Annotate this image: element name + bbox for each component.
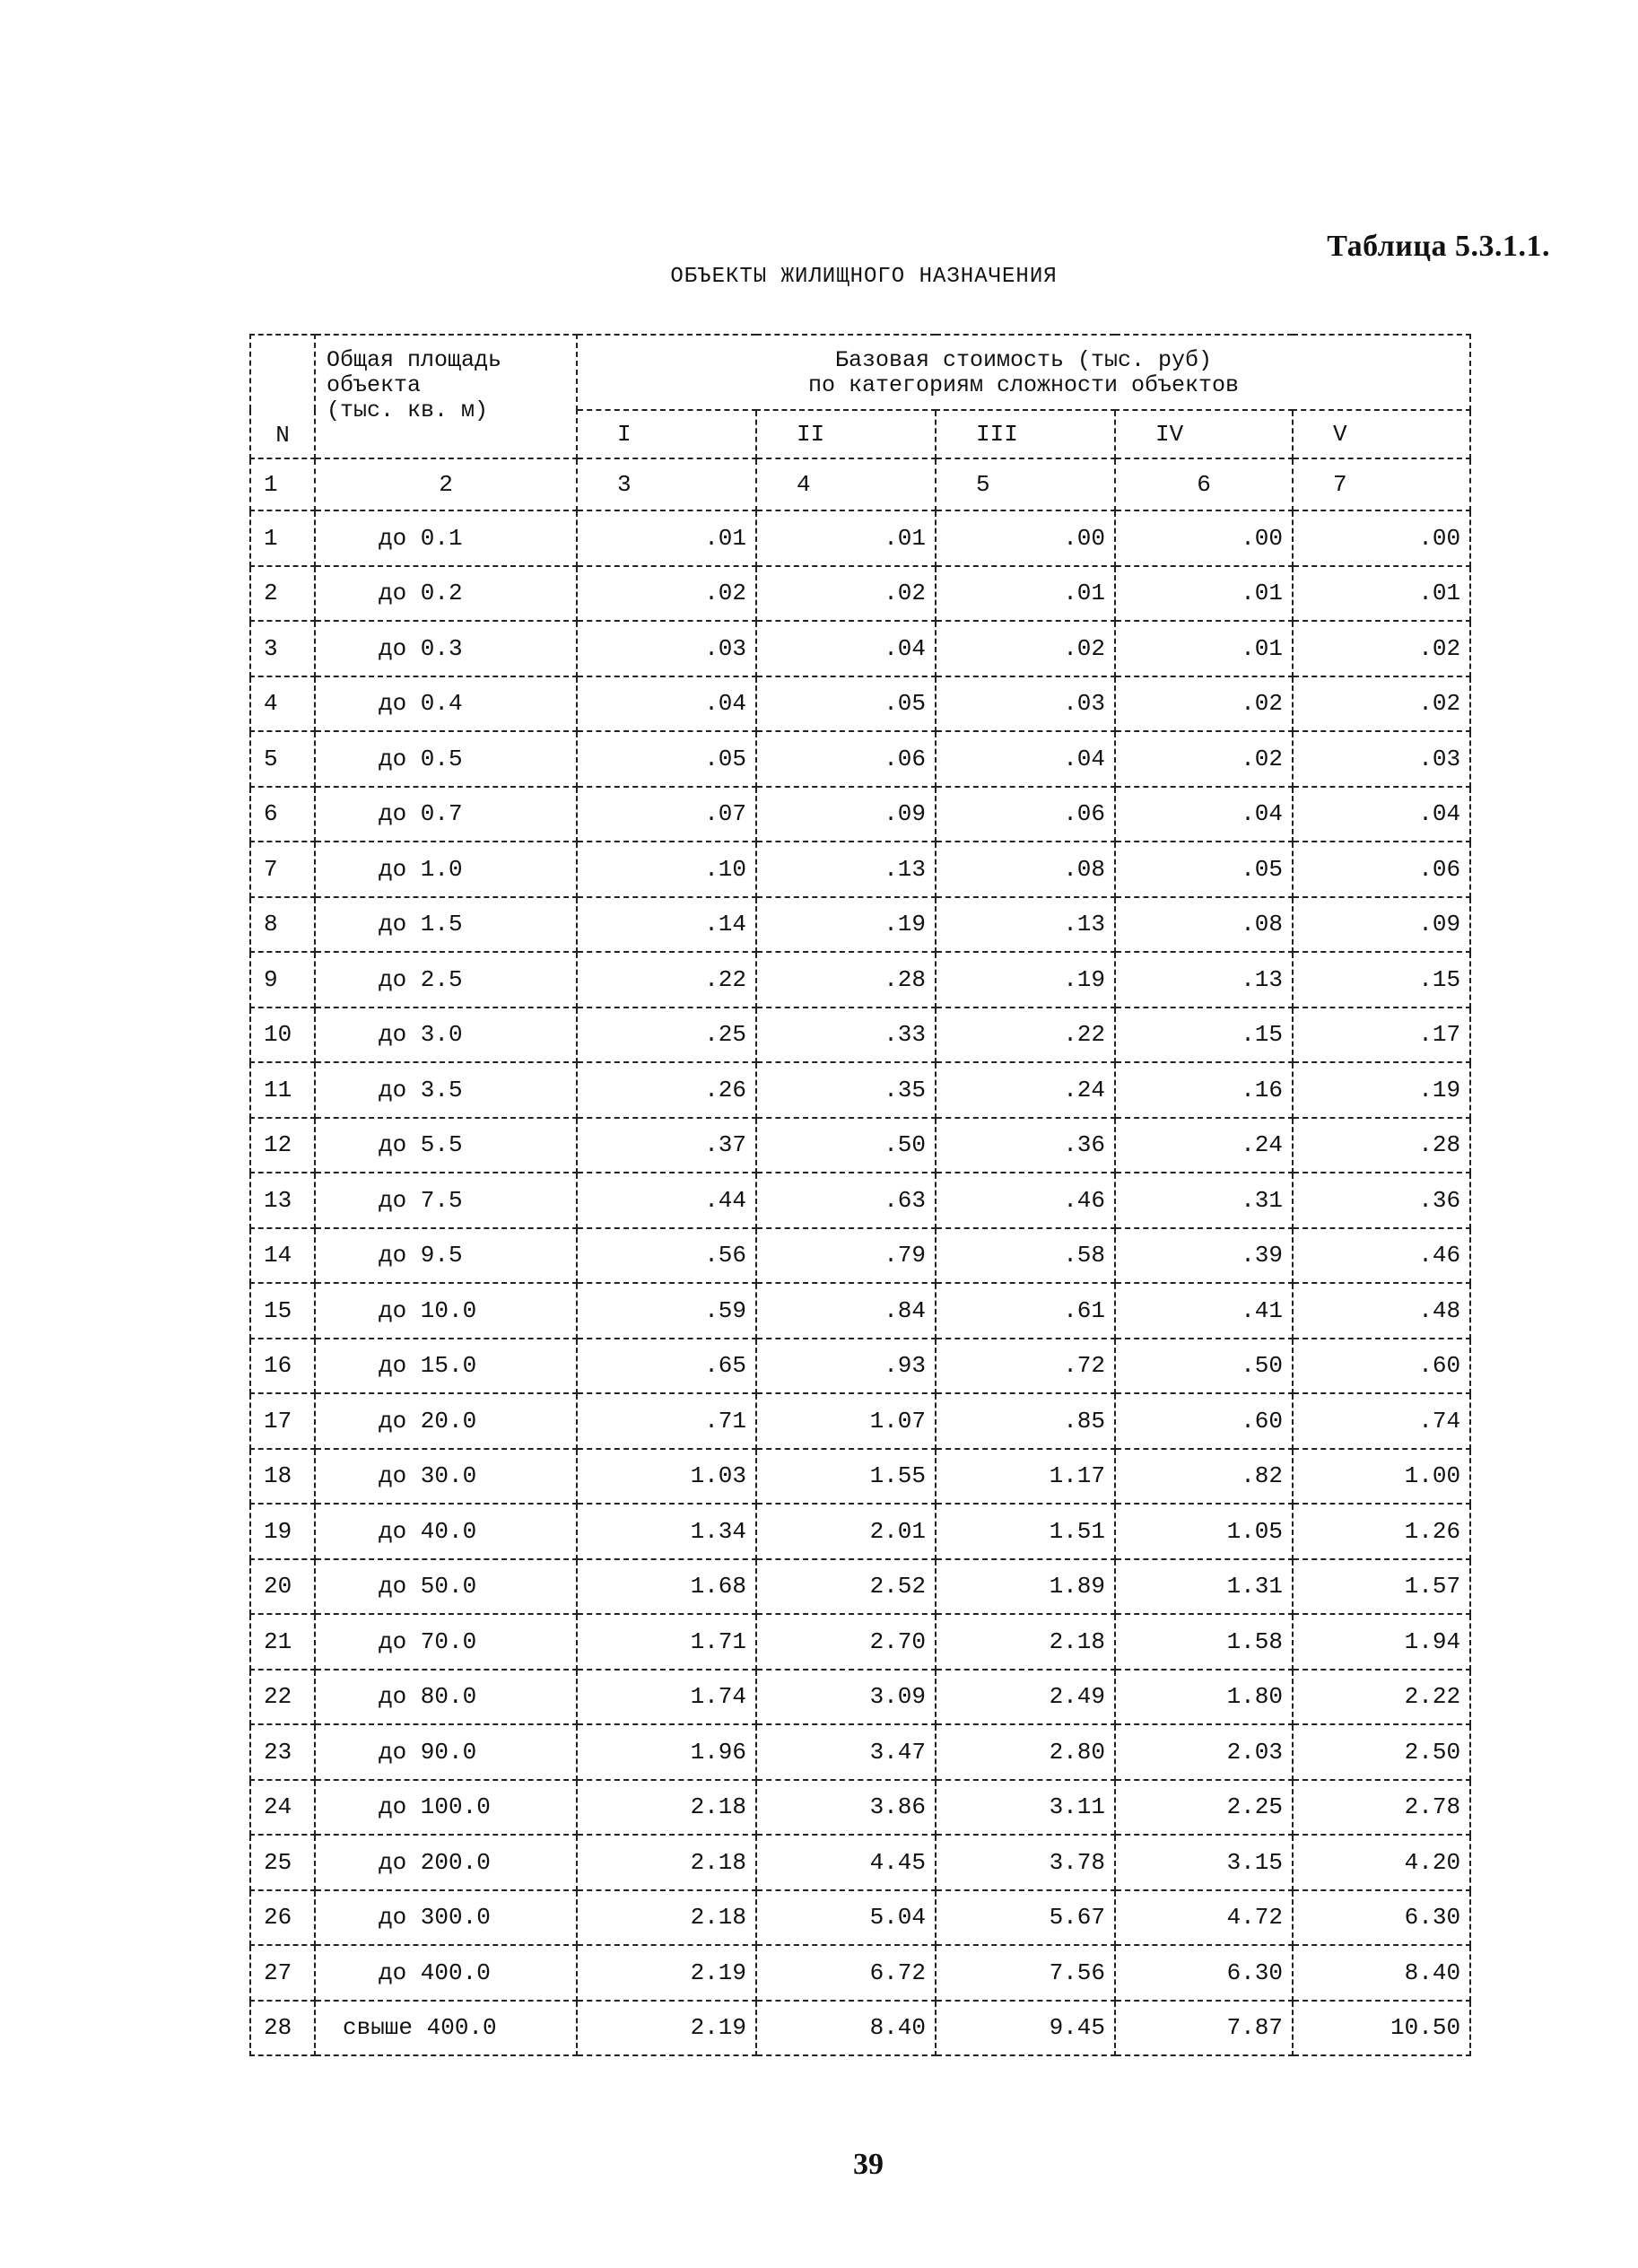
table-row — [250, 1008, 1470, 1063]
row-value: .02 — [1293, 621, 1470, 676]
row-number: 5 — [250, 731, 315, 787]
row-number: 3 — [250, 621, 315, 676]
row-value: .00 — [936, 510, 1115, 566]
row-value: .14 — [577, 897, 756, 953]
header-category: IV — [1115, 410, 1293, 458]
row-value: 6.72 — [756, 1945, 936, 2001]
row-value: .08 — [936, 842, 1115, 897]
row-number: 13 — [250, 1173, 315, 1228]
row-value: 2.70 — [756, 1614, 936, 1670]
table-row — [250, 1780, 1470, 1836]
row-number: 20 — [250, 1559, 315, 1615]
row-value: .09 — [756, 787, 936, 842]
row-value: 1.96 — [577, 1724, 756, 1780]
row-value: 2.18 — [577, 1835, 756, 1890]
row-number: 8 — [250, 897, 315, 953]
column-number: 7 — [1293, 458, 1470, 510]
base-cost-table — [249, 334, 1471, 2056]
row-value: .04 — [756, 621, 936, 676]
row-value: 1.05 — [1115, 1504, 1293, 1559]
row-area: до 400.0 — [315, 1945, 577, 2001]
table-row — [250, 1614, 1470, 1670]
table-row — [250, 1118, 1470, 1173]
table-container — [249, 334, 1469, 2056]
row-value: .03 — [1293, 731, 1470, 787]
row-value: .01 — [1115, 621, 1293, 676]
row-value: .16 — [1115, 1062, 1293, 1118]
row-area: до 0.3 — [315, 621, 577, 676]
row-value: .17 — [1293, 1008, 1470, 1063]
row-value: .36 — [936, 1118, 1115, 1173]
table-row — [250, 1449, 1470, 1505]
row-value: 1.51 — [936, 1504, 1115, 1559]
row-value: .35 — [756, 1062, 936, 1118]
column-number: 2 — [315, 458, 577, 510]
row-value: 2.50 — [1293, 1724, 1470, 1780]
row-value: 5.04 — [756, 1890, 936, 1946]
row-number: 19 — [250, 1504, 315, 1559]
table-row — [250, 1945, 1470, 2001]
row-value: 3.15 — [1115, 1835, 1293, 1890]
table-row — [250, 1670, 1470, 1725]
row-value: .41 — [1115, 1283, 1293, 1339]
row-value: .71 — [577, 1393, 756, 1449]
row-value: 1.55 — [756, 1449, 936, 1505]
row-value: .02 — [1115, 676, 1293, 732]
row-value: 8.40 — [1293, 1945, 1470, 2001]
row-value: 3.86 — [756, 1780, 936, 1836]
table-row — [250, 1559, 1470, 1615]
row-value: .07 — [577, 787, 756, 842]
header-category: II — [756, 410, 936, 458]
column-number: 6 — [1115, 458, 1293, 510]
row-value: .01 — [577, 510, 756, 566]
row-value: .06 — [756, 731, 936, 787]
row-value: 3.11 — [936, 1780, 1115, 1836]
row-area: до 15.0 — [315, 1339, 577, 1394]
row-area: до 0.2 — [315, 566, 577, 622]
row-number: 23 — [250, 1724, 315, 1780]
table-row — [250, 566, 1470, 622]
row-value: 1.89 — [936, 1559, 1115, 1615]
table-row — [250, 842, 1470, 897]
row-value: 3.47 — [756, 1724, 936, 1780]
row-value: .05 — [577, 731, 756, 787]
row-value: 1.68 — [577, 1559, 756, 1615]
row-number: 12 — [250, 1118, 315, 1173]
row-value: .01 — [756, 510, 936, 566]
column-number: 3 — [577, 458, 756, 510]
row-value: .82 — [1115, 1449, 1293, 1505]
row-value: .04 — [1115, 787, 1293, 842]
row-value: .02 — [577, 566, 756, 622]
column-number: 5 — [936, 458, 1115, 510]
row-value: .28 — [1293, 1118, 1470, 1173]
row-value: 1.07 — [756, 1393, 936, 1449]
page-heading — [0, 265, 1638, 289]
header-area — [315, 335, 577, 458]
row-value: .79 — [756, 1228, 936, 1284]
row-value: .19 — [936, 952, 1115, 1008]
row-area: до 3.5 — [315, 1062, 577, 1118]
row-area: до 40.0 — [315, 1504, 577, 1559]
row-value: .19 — [1293, 1062, 1470, 1118]
row-area: до 0.1 — [315, 510, 577, 566]
row-value: .03 — [936, 676, 1115, 732]
header-area-line2: объекта — [327, 372, 422, 398]
row-value: 1.94 — [1293, 1614, 1470, 1670]
row-value: .60 — [1293, 1339, 1470, 1394]
table-body — [250, 510, 1470, 2055]
column-number: 1 — [250, 458, 315, 510]
row-area: до 90.0 — [315, 1724, 577, 1780]
row-value: .05 — [1115, 842, 1293, 897]
row-value: 2.78 — [1293, 1780, 1470, 1836]
row-value: .58 — [936, 1228, 1115, 1284]
row-value: 5.67 — [936, 1890, 1115, 1946]
row-area: до 0.4 — [315, 676, 577, 732]
table-row — [250, 1835, 1470, 1890]
row-number: 15 — [250, 1283, 315, 1339]
row-value: .24 — [1115, 1118, 1293, 1173]
row-area: до 0.5 — [315, 731, 577, 787]
row-value: 2.49 — [936, 1670, 1115, 1725]
row-number: 21 — [250, 1614, 315, 1670]
row-value: 4.72 — [1115, 1890, 1293, 1946]
row-number: 4 — [250, 676, 315, 732]
row-area: до 9.5 — [315, 1228, 577, 1284]
row-number: 10 — [250, 1008, 315, 1063]
row-number: 11 — [250, 1062, 315, 1118]
row-value: 1.71 — [577, 1614, 756, 1670]
row-value: .39 — [1115, 1228, 1293, 1284]
table-row — [250, 1283, 1470, 1339]
row-number: 14 — [250, 1228, 315, 1284]
row-value: .46 — [1293, 1228, 1470, 1284]
page-number-text: 39 — [853, 2148, 884, 2181]
row-value: 6.30 — [1115, 1945, 1293, 2001]
row-value: .44 — [577, 1173, 756, 1228]
row-area: до 1.5 — [315, 897, 577, 953]
row-value: 3.09 — [756, 1670, 936, 1725]
row-value: 2.03 — [1115, 1724, 1293, 1780]
row-value: .01 — [1293, 566, 1470, 622]
row-value: 6.30 — [1293, 1890, 1470, 1946]
row-value: .04 — [1293, 787, 1470, 842]
row-value: .84 — [756, 1283, 936, 1339]
table-row — [250, 1339, 1470, 1394]
row-area: до 30.0 — [315, 1449, 577, 1505]
row-number: 16 — [250, 1339, 315, 1394]
row-number: 2 — [250, 566, 315, 622]
row-value: .60 — [1115, 1393, 1293, 1449]
row-value: .13 — [756, 842, 936, 897]
table-row — [250, 621, 1470, 676]
row-number: 24 — [250, 1780, 315, 1836]
row-value: .01 — [1115, 566, 1293, 622]
header-row-top — [250, 335, 1470, 410]
row-area: до 10.0 — [315, 1283, 577, 1339]
table-number: Таблица 5.3.1.1. — [1327, 230, 1550, 263]
row-value: .36 — [1293, 1173, 1470, 1228]
table-row — [250, 676, 1470, 732]
table-row — [250, 2001, 1470, 2056]
row-value: .37 — [577, 1118, 756, 1173]
row-value: .26 — [577, 1062, 756, 1118]
row-area: свыше 400.0 — [315, 2001, 577, 2056]
row-value: .09 — [1293, 897, 1470, 953]
table-row — [250, 952, 1470, 1008]
row-number: 9 — [250, 952, 315, 1008]
table-row — [250, 1062, 1470, 1118]
row-area: до 2.5 — [315, 952, 577, 1008]
row-number: 17 — [250, 1393, 315, 1449]
row-value: .31 — [1115, 1173, 1293, 1228]
header-category: V — [1293, 410, 1470, 458]
row-value: 9.45 — [936, 2001, 1115, 2056]
row-area: до 20.0 — [315, 1393, 577, 1449]
row-value: .56 — [577, 1228, 756, 1284]
header-category: III — [936, 410, 1115, 458]
row-value: 2.22 — [1293, 1670, 1470, 1725]
row-area: до 300.0 — [315, 1890, 577, 1946]
row-area: до 50.0 — [315, 1559, 577, 1615]
row-value: .04 — [577, 676, 756, 732]
row-value: .15 — [1115, 1008, 1293, 1063]
row-value: 1.74 — [577, 1670, 756, 1725]
table-row — [250, 1393, 1470, 1449]
row-value: .22 — [936, 1008, 1115, 1063]
row-value: .19 — [756, 897, 936, 953]
row-value: 1.34 — [577, 1504, 756, 1559]
table-row — [250, 731, 1470, 787]
row-value: 1.80 — [1115, 1670, 1293, 1725]
row-number: 25 — [250, 1835, 315, 1890]
row-number: 1 — [250, 510, 315, 566]
row-value: 8.40 — [756, 2001, 936, 2056]
row-value: .05 — [756, 676, 936, 732]
row-value: 4.45 — [756, 1835, 936, 1890]
row-value: .33 — [756, 1008, 936, 1063]
row-value: 2.80 — [936, 1724, 1115, 1780]
row-value: 2.18 — [577, 1780, 756, 1836]
row-area: до 70.0 — [315, 1614, 577, 1670]
row-area: до 5.5 — [315, 1118, 577, 1173]
row-value: .63 — [756, 1173, 936, 1228]
row-value: .28 — [756, 952, 936, 1008]
header-category: I — [577, 410, 756, 458]
column-number: 4 — [756, 458, 936, 510]
row-value: .65 — [577, 1339, 756, 1394]
row-value: 2.19 — [577, 2001, 756, 2056]
header-cost-line2: по категориям сложности объектов — [807, 372, 1240, 398]
row-value: .25 — [577, 1008, 756, 1063]
row-value: 7.56 — [936, 1945, 1115, 2001]
row-value: .02 — [1115, 731, 1293, 787]
table-row — [250, 1724, 1470, 1780]
header-n: N — [250, 335, 315, 458]
row-value: 1.31 — [1115, 1559, 1293, 1615]
row-value: .03 — [577, 621, 756, 676]
row-value: .74 — [1293, 1393, 1470, 1449]
row-value: .15 — [1293, 952, 1470, 1008]
row-value: .00 — [1115, 510, 1293, 566]
row-area: до 200.0 — [315, 1835, 577, 1890]
row-value: .72 — [936, 1339, 1115, 1394]
row-value: 2.25 — [1115, 1780, 1293, 1836]
row-value: .00 — [1293, 510, 1470, 566]
row-value: .24 — [936, 1062, 1115, 1118]
row-value: 1.57 — [1293, 1559, 1470, 1615]
row-value: 2.01 — [756, 1504, 936, 1559]
row-value: .61 — [936, 1283, 1115, 1339]
row-area: до 0.7 — [315, 787, 577, 842]
row-value: 2.18 — [936, 1614, 1115, 1670]
row-value: .02 — [756, 566, 936, 622]
table-row — [250, 787, 1470, 842]
row-value: 1.00 — [1293, 1449, 1470, 1505]
row-value: 2.52 — [756, 1559, 936, 1615]
row-number: 18 — [250, 1449, 315, 1505]
header-area-line1: Общая площадь — [327, 347, 502, 373]
row-value: .04 — [936, 731, 1115, 787]
row-value: .06 — [936, 787, 1115, 842]
row-value: 7.87 — [1115, 2001, 1293, 2056]
row-value: 1.58 — [1115, 1614, 1293, 1670]
row-value: .13 — [936, 897, 1115, 953]
row-area: до 3.0 — [315, 1008, 577, 1063]
table-row — [250, 1890, 1470, 1946]
row-value: 10.50 — [1293, 2001, 1470, 2056]
row-value: .02 — [1293, 676, 1470, 732]
row-value: 4.20 — [1293, 1835, 1470, 1890]
table-row — [250, 510, 1470, 566]
table-row — [250, 897, 1470, 953]
row-value: 2.19 — [577, 1945, 756, 2001]
row-value: .93 — [756, 1339, 936, 1394]
row-value: .10 — [577, 842, 756, 897]
row-value: .08 — [1115, 897, 1293, 953]
table-row — [250, 1504, 1470, 1559]
column-numbers-row — [250, 458, 1470, 510]
row-value: 3.78 — [936, 1835, 1115, 1890]
table-row — [250, 1228, 1470, 1284]
row-value: 2.18 — [577, 1890, 756, 1946]
row-number: 22 — [250, 1670, 315, 1725]
row-number: 27 — [250, 1945, 315, 2001]
page-number — [0, 2148, 1638, 2182]
row-number: 26 — [250, 1890, 315, 1946]
row-value: .46 — [936, 1173, 1115, 1228]
row-value: .02 — [936, 621, 1115, 676]
header-cost-line1: Базовая стоимость (тыс. руб) — [834, 347, 1213, 373]
row-value: 1.17 — [936, 1449, 1115, 1505]
row-value: .85 — [936, 1393, 1115, 1449]
row-value: .50 — [756, 1118, 936, 1173]
row-value: .01 — [936, 566, 1115, 622]
header-area-line3: (тыс. кв. м) — [327, 397, 489, 423]
page-heading-text: ОБЪЕКТЫ ЖИЛИЩНОГО НАЗНАЧЕНИЯ — [670, 265, 1058, 289]
row-area: до 7.5 — [315, 1173, 577, 1228]
table-row — [250, 1173, 1470, 1228]
row-area: до 100.0 — [315, 1780, 577, 1836]
row-area: до 1.0 — [315, 842, 577, 897]
row-value: .59 — [577, 1283, 756, 1339]
row-value: .13 — [1115, 952, 1293, 1008]
row-value: 1.03 — [577, 1449, 756, 1505]
row-number: 6 — [250, 787, 315, 842]
row-value: .22 — [577, 952, 756, 1008]
row-value: .06 — [1293, 842, 1470, 897]
row-number: 7 — [250, 842, 315, 897]
row-number: 28 — [250, 2001, 315, 2056]
row-value: 1.26 — [1293, 1504, 1470, 1559]
header-base-cost — [577, 335, 1470, 410]
row-value: .50 — [1115, 1339, 1293, 1394]
row-value: .48 — [1293, 1283, 1470, 1339]
row-area: до 80.0 — [315, 1670, 577, 1725]
